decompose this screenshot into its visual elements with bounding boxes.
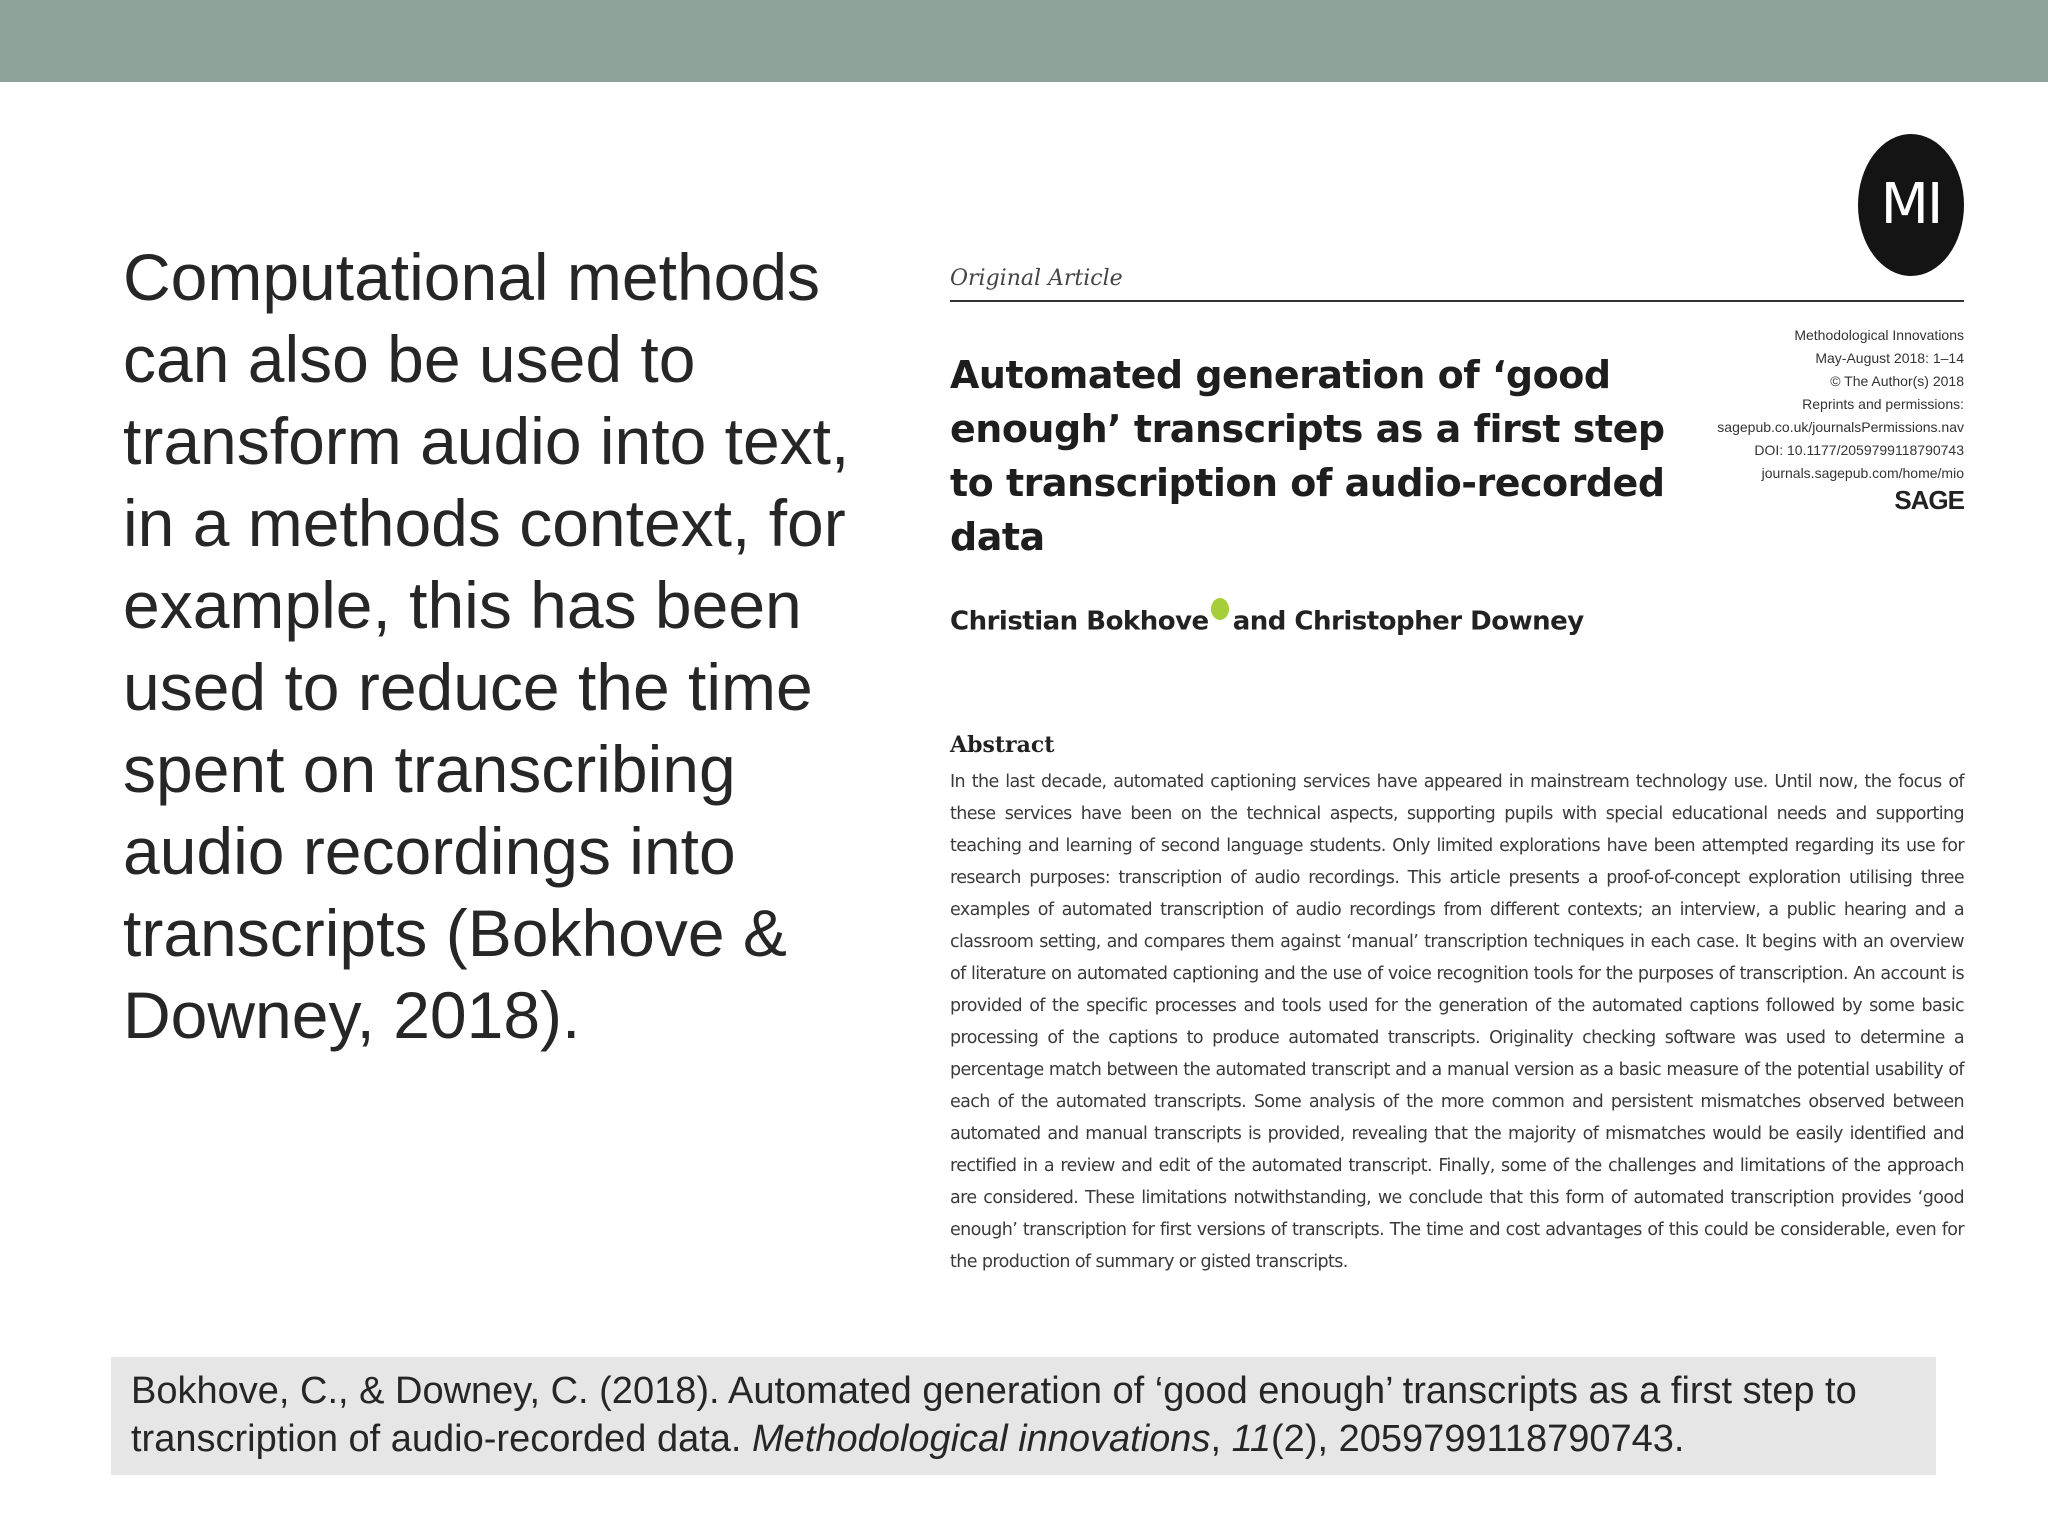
journal-meta xyxy=(1710,324,1964,515)
journal-name: Methodological Innovations xyxy=(1794,327,1964,343)
doi-line: DOI: 10.1177/2059799118790743 xyxy=(1754,442,1964,458)
paper-screenshot xyxy=(950,120,1970,1272)
abstract-text: In the last decade, automated captioning services have appeared in mainstream technology use. Until now, the focus of these services have been on the technical aspects, supporting pupils with special educational needs and supporting teaching and learning of second language students. Only limited explorations have been attempted regarding its use for research purposes: transcription of audio recordings. This article presents a proof-of-concept exploration utilising three examples of automated transcription of audio recordings from different contexts; an interview, a public hearing and a classroom setting, and compares them against ‘manual’ transcription techniques in each case. It begins with an overview of literature on automated captioning and the use of voice recognition tools for the purposes of transcription. An account is provided of the specific processes and tools used for the generation of the automated captions followed by some basic processing of the captions to produce automated transcripts. Originality checking software was used to determine a percentage match between the automated transcript and a manual version as a basic measure of the potential usability of each of the automated transcripts. Some analysis of the more common and persistent mismatches observed between automated and manual transcripts is provided, revealing that the majority of mismatches would be easily identified and rectified in a review and edit of the automated transcript. Finally, some of the challenges and limitations of the approach are considered. These limitations notwithstanding, we conclude that this form of automated transcription provides ‘good enough’ transcription for first versions of transcripts. The time and cost advantages of this could be considerable, even for the production of summary or gisted transcripts. xyxy=(950,772,1964,1272)
citation-separator: , xyxy=(1210,1418,1232,1460)
journal-url: journals.sagepub.com/home/mio xyxy=(1761,465,1964,481)
orcid-icon xyxy=(1211,598,1229,620)
author-name: Christian Bokhove xyxy=(950,606,1209,637)
citation-text xyxy=(131,1367,1921,1463)
citation-box xyxy=(111,1357,1936,1475)
permissions-url: sagepub.co.uk/journalsPermissions.nav xyxy=(1717,419,1964,435)
article-type-label: Original Article xyxy=(950,266,1123,291)
sage-logo: SAGE xyxy=(1894,485,1964,515)
author-name: and Christopher Downey xyxy=(1232,606,1584,637)
abstract-heading: Abstract xyxy=(950,732,1055,758)
header-rule xyxy=(950,300,1964,302)
paper-title: Automated generation of ‘good enough’ transcripts as a first step to transcription of audio-recorded data xyxy=(950,353,1665,559)
citation-volume: 11 xyxy=(1231,1418,1272,1460)
copyright-line: © The Author(s) 2018 xyxy=(1830,373,1964,389)
journal-logo: MI xyxy=(1858,134,1964,276)
citation-main: Bokhove, C., & Downey, C. (2018). Automated generation of ‘good enough’ transcripts as a first step to transcription of audio-recorded data. xyxy=(131,1370,1857,1460)
issue-date: May-August 2018: 1–14 xyxy=(1815,350,1964,366)
citation-journal: Methodological innovations xyxy=(752,1418,1211,1460)
citation-issue-pages: (2), 2059799118790743. xyxy=(1271,1418,1685,1460)
author-list xyxy=(950,598,1584,637)
slide-body-text: Computational methods can also be used to transform audio into text, in a methods context, for example, this has been used to reduce the time spent on transcribing audio recordings into transcripts (Bokhove & Downey, 2018). xyxy=(123,240,850,1052)
slide-header-bar xyxy=(0,0,2048,82)
permissions-label: Reprints and permissions: xyxy=(1802,396,1964,412)
